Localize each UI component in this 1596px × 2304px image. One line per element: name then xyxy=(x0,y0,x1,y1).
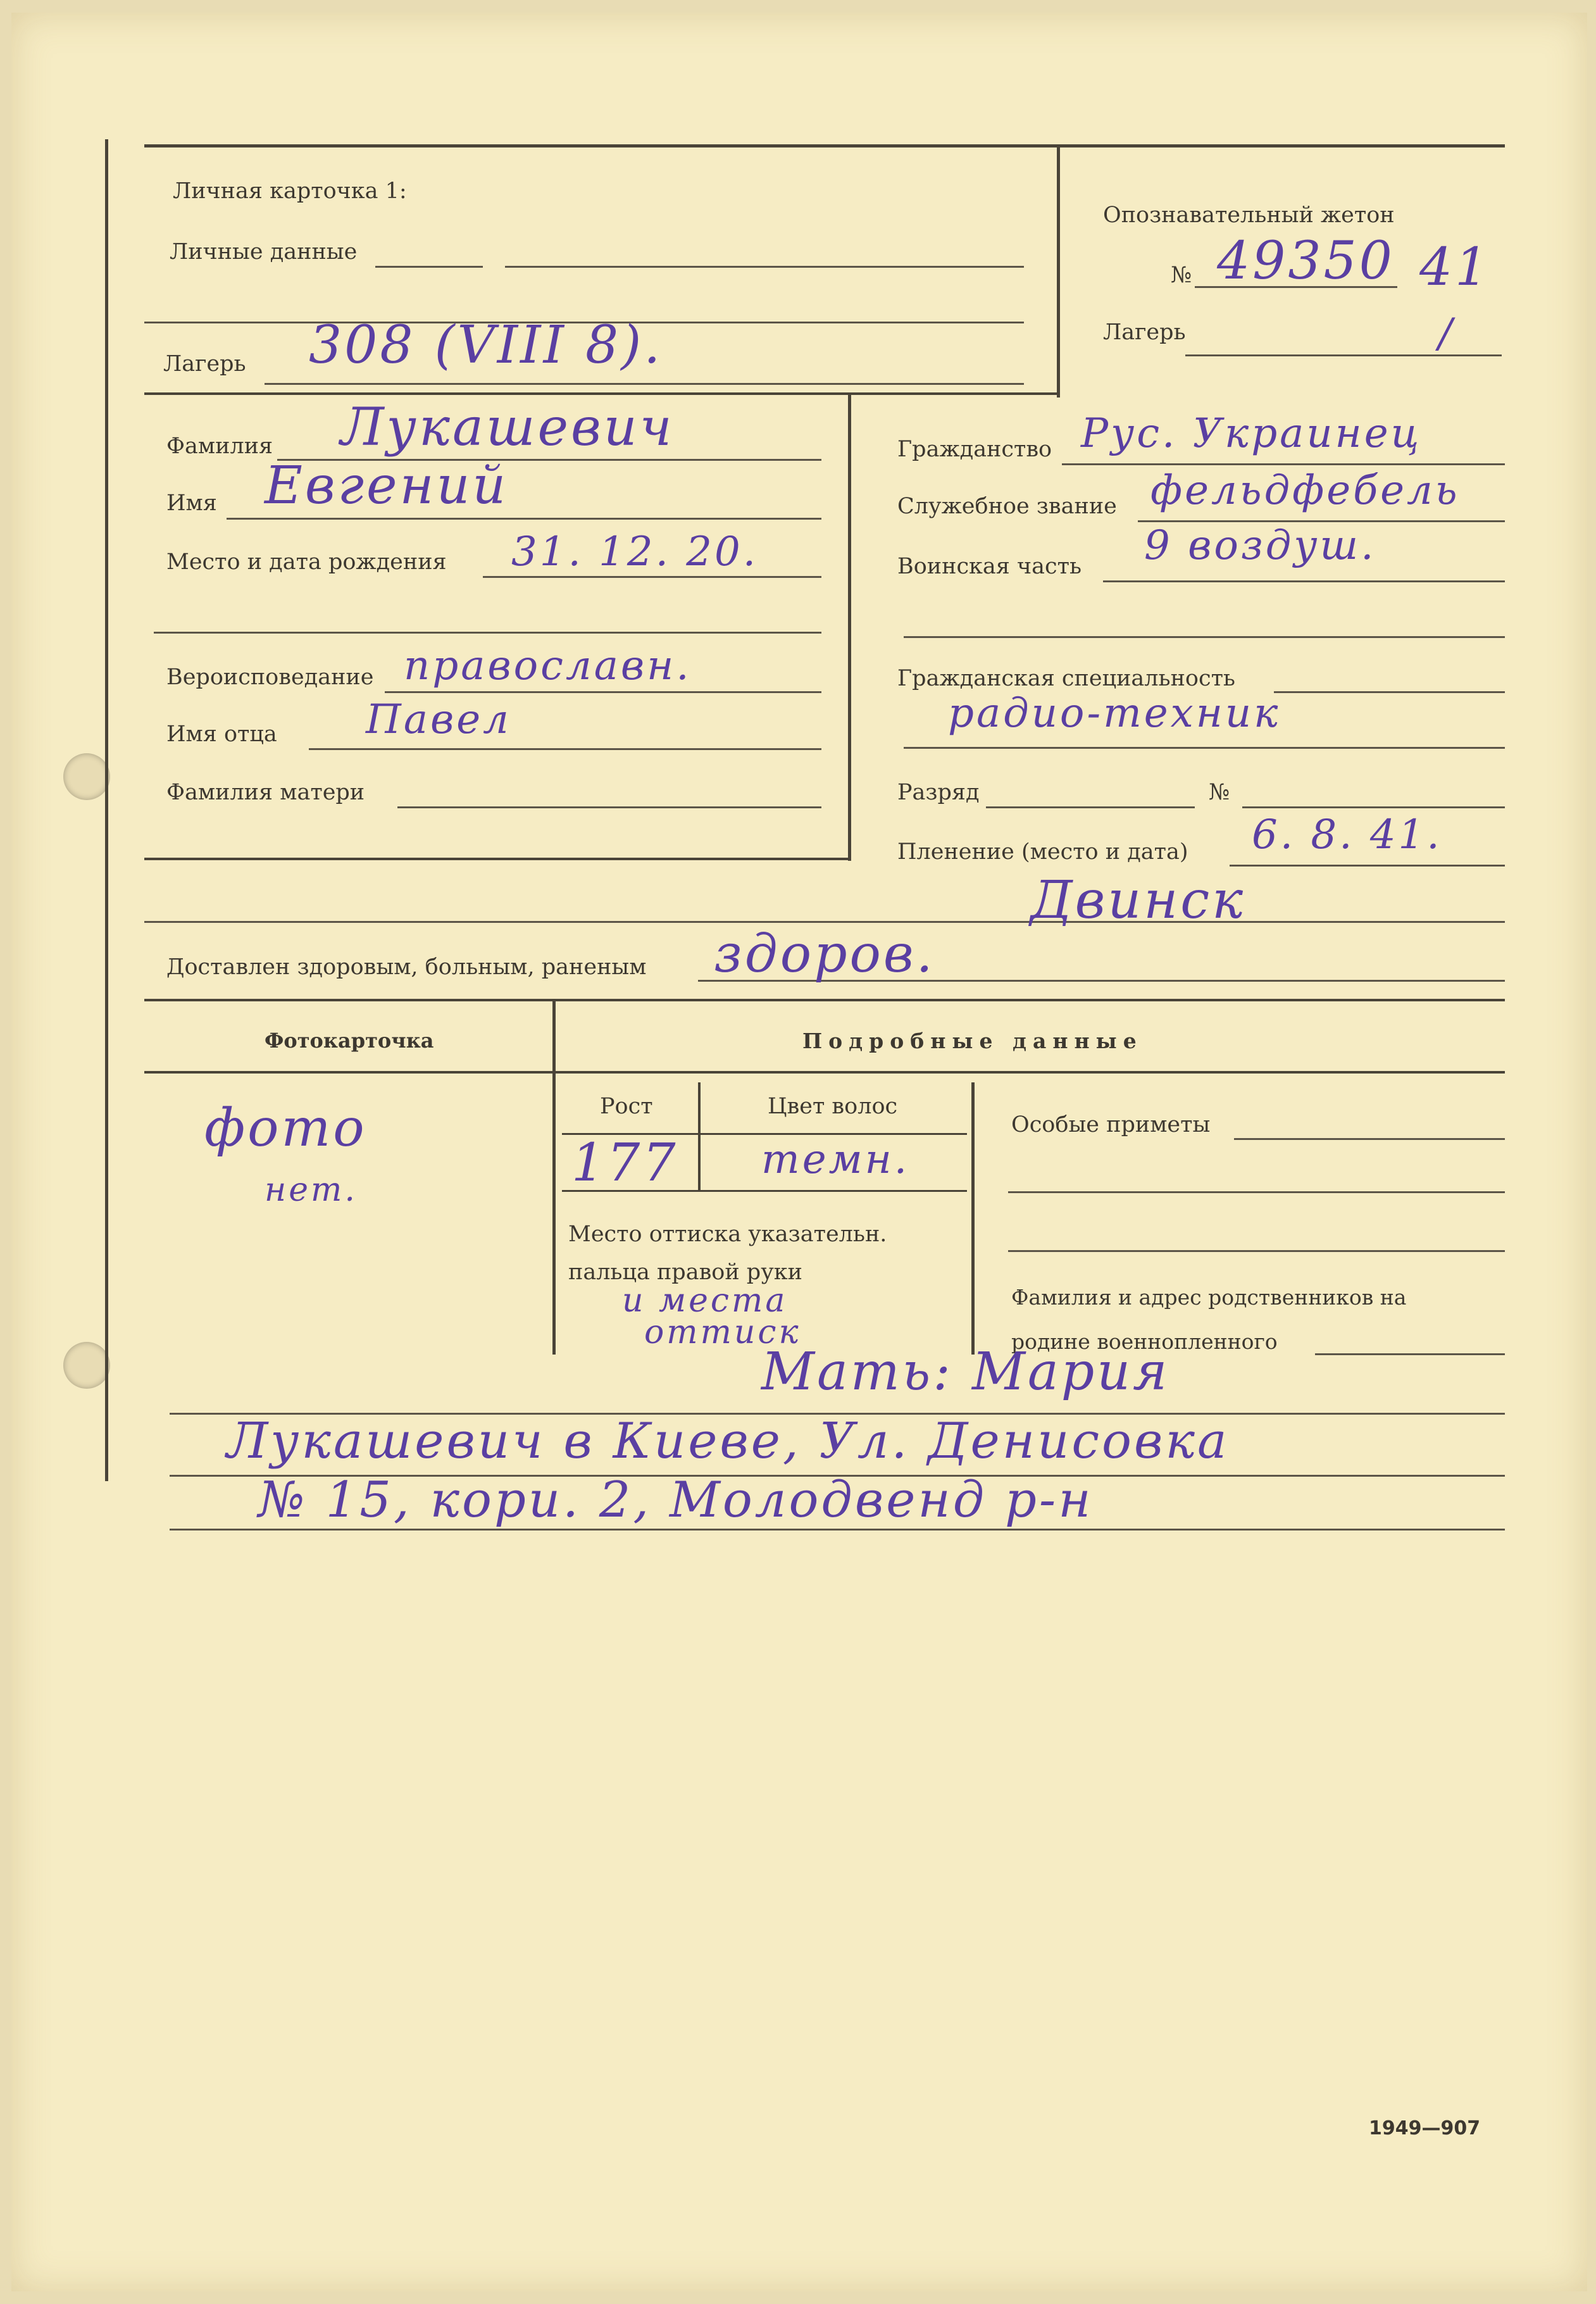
camp-value: 308 (VIII 8). xyxy=(309,315,663,375)
father-value: Павел xyxy=(366,696,511,743)
capture-place-value: Двинск xyxy=(1030,870,1246,930)
photo-value-1: фото xyxy=(204,1098,367,1158)
height-label: Рост xyxy=(600,1094,653,1119)
frame-line-subheader xyxy=(144,1071,1505,1074)
birth-line xyxy=(483,576,821,578)
category-number-label: № xyxy=(1209,780,1230,805)
photo-divider xyxy=(552,999,556,1355)
frame-line-delivered-bottom xyxy=(144,999,1505,1001)
special-marks-label: Особые приметы xyxy=(1011,1112,1211,1137)
fingerprint-label-1: Место оттиска указательн. xyxy=(568,1222,887,1247)
unit-line xyxy=(1103,580,1505,582)
mother-label: Фамилия матери xyxy=(166,780,365,805)
delivered-value: здоров. xyxy=(714,924,935,984)
camp-right-value: / xyxy=(1438,310,1455,357)
photo-value-2: нет. xyxy=(265,1171,358,1209)
personal-data-line-2 xyxy=(505,266,1024,268)
category-line xyxy=(986,806,1195,808)
photo-header: Фотокарточка xyxy=(265,1029,434,1053)
civil-spec-line-2 xyxy=(904,747,1505,749)
birth-line-2 xyxy=(154,632,821,634)
hair-color-label: Цвет волос xyxy=(768,1094,898,1119)
citizenship-value: Рус. Украинец xyxy=(1081,410,1422,457)
punch-hole-bottom xyxy=(63,1342,110,1389)
camp-right-label: Лагерь xyxy=(1103,320,1186,345)
birth-label: Место и дата рождения xyxy=(166,549,447,575)
father-line xyxy=(309,748,821,750)
birth-value: 31. 12. 20. xyxy=(511,529,759,575)
details-right-divider xyxy=(971,1082,975,1355)
token-title: Опознавательный жетон xyxy=(1103,203,1395,228)
camp-line xyxy=(265,383,1024,385)
print-code: 1949—907 xyxy=(1369,2117,1481,2139)
category-number-line xyxy=(1242,806,1505,808)
civil-spec-label: Гражданская специальность xyxy=(897,666,1235,691)
civil-spec-value: радио-техник xyxy=(948,690,1281,737)
personal-data-line-1 xyxy=(375,266,483,268)
religion-label: Вероисповедание xyxy=(166,665,374,690)
token-number-label: № xyxy=(1171,263,1192,288)
fingerprint-value-2: оттиск xyxy=(644,1313,801,1351)
civil-spec-line xyxy=(1274,691,1505,693)
token-number-value: 49350 xyxy=(1217,231,1395,291)
personal-data-label: Личные данные xyxy=(170,239,358,265)
special-marks-line-2 xyxy=(1008,1191,1505,1193)
religion-value: православн. xyxy=(404,642,692,689)
surname-value: Лукашевич xyxy=(340,398,675,458)
capture-label: Пленение (место и дата) xyxy=(897,839,1188,865)
citizenship-line xyxy=(1062,463,1505,465)
frame-top-border xyxy=(144,144,1505,147)
citizenship-label: Гражданство xyxy=(897,437,1052,462)
details-header: Подробные данные xyxy=(802,1029,1143,1053)
height-value: 177 xyxy=(571,1133,678,1193)
name-label: Имя xyxy=(166,491,217,516)
surname-label: Фамилия xyxy=(166,434,273,459)
unit-value: 9 воздуш. xyxy=(1144,522,1376,569)
height-hair-divider xyxy=(698,1082,701,1190)
rank-label: Служебное звание xyxy=(897,494,1117,519)
name-value: Евгений xyxy=(265,456,509,516)
frame-line-left-bottom xyxy=(144,858,850,860)
hair-color-value: темн. xyxy=(761,1136,910,1183)
relatives-label-2: родине военнопленного xyxy=(1011,1329,1278,1354)
name-line xyxy=(227,518,821,520)
token-mark: 41 xyxy=(1419,237,1491,297)
fingerprint-value-1: и места xyxy=(622,1282,788,1320)
mother-line xyxy=(397,806,821,808)
frame-line-header-bottom xyxy=(144,392,1059,395)
religion-line xyxy=(385,691,821,693)
father-label: Имя отца xyxy=(166,722,277,747)
personal-card-label: Личная карточка 1: xyxy=(173,178,407,204)
relatives-line xyxy=(1315,1353,1505,1355)
rank-value: фельдфебель xyxy=(1150,467,1460,514)
document-sheet xyxy=(11,13,1587,2291)
address-line-3-rule xyxy=(170,1529,1505,1531)
relatives-label-1: Фамилия и адрес родственников на xyxy=(1011,1285,1407,1310)
frame-top-right-divider xyxy=(1057,144,1060,398)
punch-hole-top xyxy=(63,753,110,800)
address-line-2: Лукашевич в Киеве, Ул. Денисовка xyxy=(227,1413,1230,1470)
delivered-label: Доставлен здоровым, больным, раненым xyxy=(166,955,647,980)
capture-date-value: 6. 8. 41. xyxy=(1252,811,1442,858)
frame-left-border xyxy=(105,139,108,1481)
address-line-1: Мать: Мария xyxy=(761,1342,1170,1402)
address-line-3: № 15, кори. 2, Молодвенд р-н xyxy=(258,1472,1094,1529)
capture-line-2 xyxy=(144,921,1505,923)
fingerprint-label-2: пальца правой руки xyxy=(568,1260,803,1285)
camp-label: Лагерь xyxy=(163,351,246,377)
category-label: Разряд xyxy=(897,780,980,805)
frame-middle-divider xyxy=(848,392,851,861)
special-marks-line-3 xyxy=(1008,1250,1505,1252)
unit-label: Воинская часть xyxy=(897,554,1082,579)
special-marks-line-1 xyxy=(1234,1138,1505,1140)
capture-line xyxy=(1230,865,1505,867)
unit-line-2 xyxy=(904,636,1505,638)
